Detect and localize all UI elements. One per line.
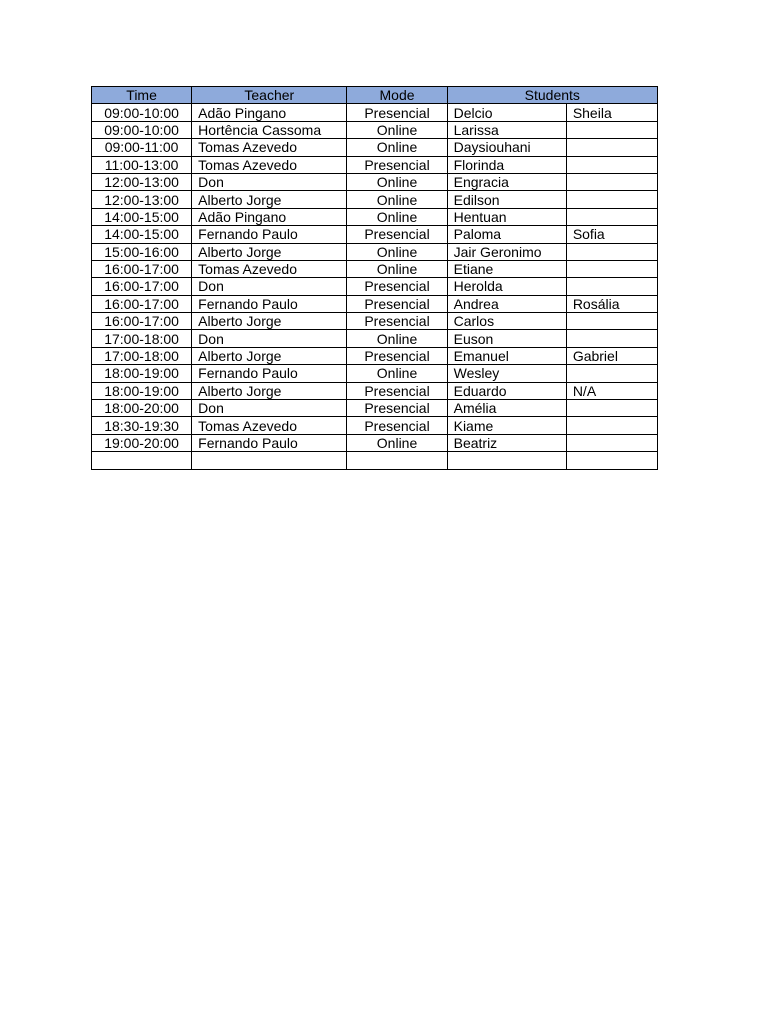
- table-row: [92, 104, 658, 121]
- cell-time: 12:00-13:00: [92, 191, 192, 208]
- cell-student-2: [566, 434, 657, 451]
- cell-teacher: Hortência Cassoma: [192, 121, 347, 138]
- cell-time: 12:00-13:00: [92, 173, 192, 190]
- cell-time: 16:00-17:00: [92, 260, 192, 277]
- cell-mode: Online: [347, 243, 447, 260]
- table-row: [92, 452, 658, 469]
- cell-student-2: Rosália: [566, 295, 657, 312]
- cell-student-2: Gabriel: [566, 347, 657, 364]
- cell-mode: Presencial: [347, 313, 447, 330]
- table-row: [92, 347, 658, 364]
- cell-student-1: Jair Geronimo: [447, 243, 566, 260]
- header-teacher: Teacher: [192, 87, 347, 104]
- cell-student-2: [566, 260, 657, 277]
- cell-time: 15:00-16:00: [92, 243, 192, 260]
- cell-teacher: Fernando Paulo: [192, 295, 347, 312]
- cell-time: 16:00-17:00: [92, 278, 192, 295]
- cell-time: 11:00-13:00: [92, 156, 192, 173]
- cell-student-1: Carlos: [447, 313, 566, 330]
- cell-time: 19:00-20:00: [92, 434, 192, 451]
- cell-mode: Presencial: [347, 400, 447, 417]
- cell-mode: Presencial: [347, 347, 447, 364]
- cell-teacher: [192, 452, 347, 469]
- cell-teacher: Tomas Azevedo: [192, 417, 347, 434]
- table-row: [92, 243, 658, 260]
- cell-time: 14:00-15:00: [92, 226, 192, 243]
- cell-student-1: Edilson: [447, 191, 566, 208]
- cell-student-2: [566, 191, 657, 208]
- cell-teacher: Don: [192, 400, 347, 417]
- cell-student-2: [566, 121, 657, 138]
- table-row: [92, 226, 658, 243]
- cell-teacher: Tomas Azevedo: [192, 260, 347, 277]
- cell-time: 16:00-17:00: [92, 313, 192, 330]
- table-row: [92, 295, 658, 312]
- cell-student-1: Engracia: [447, 173, 566, 190]
- cell-student-2: Sofia: [566, 226, 657, 243]
- cell-student-1: [447, 452, 566, 469]
- cell-time: 09:00-11:00: [92, 139, 192, 156]
- cell-teacher: Alberto Jorge: [192, 191, 347, 208]
- cell-teacher: Adão Pingano: [192, 104, 347, 121]
- cell-teacher: Alberto Jorge: [192, 313, 347, 330]
- cell-mode: Online: [347, 191, 447, 208]
- cell-mode: Presencial: [347, 156, 447, 173]
- table-row: [92, 191, 658, 208]
- table-row: [92, 330, 658, 347]
- cell-mode: Presencial: [347, 226, 447, 243]
- cell-time: 18:00-19:00: [92, 382, 192, 399]
- table-row: [92, 434, 658, 451]
- cell-student-1: Daysiouhani: [447, 139, 566, 156]
- cell-time: 17:00-18:00: [92, 347, 192, 364]
- cell-teacher: Don: [192, 278, 347, 295]
- header-row: [92, 87, 658, 104]
- cell-mode: Online: [347, 139, 447, 156]
- header-time: Time: [92, 87, 192, 104]
- table-row: [92, 382, 658, 399]
- cell-mode: [347, 452, 447, 469]
- cell-student-1: Eduardo: [447, 382, 566, 399]
- table-row: [92, 278, 658, 295]
- cell-time: 09:00-10:00: [92, 121, 192, 138]
- cell-mode: Presencial: [347, 382, 447, 399]
- cell-student-1: Amélia: [447, 400, 566, 417]
- cell-student-1: Paloma: [447, 226, 566, 243]
- cell-student-1: Herolda: [447, 278, 566, 295]
- cell-teacher: Adão Pingano: [192, 208, 347, 225]
- cell-teacher: Fernando Paulo: [192, 434, 347, 451]
- cell-teacher: Don: [192, 330, 347, 347]
- cell-student-2: [566, 173, 657, 190]
- cell-mode: Online: [347, 434, 447, 451]
- cell-student-2: [566, 139, 657, 156]
- cell-student-1: Wesley: [447, 365, 566, 382]
- cell-student-1: Larissa: [447, 121, 566, 138]
- cell-mode: Presencial: [347, 278, 447, 295]
- cell-mode: Presencial: [347, 104, 447, 121]
- table-row: [92, 173, 658, 190]
- cell-mode: Online: [347, 365, 447, 382]
- table-row: [92, 400, 658, 417]
- cell-teacher: Fernando Paulo: [192, 365, 347, 382]
- table-row: [92, 365, 658, 382]
- cell-student-2: [566, 156, 657, 173]
- table-row: [92, 208, 658, 225]
- cell-teacher: Alberto Jorge: [192, 382, 347, 399]
- cell-student-1: Andrea: [447, 295, 566, 312]
- cell-time: 16:00-17:00: [92, 295, 192, 312]
- cell-student-1: Kiame: [447, 417, 566, 434]
- cell-time: 17:00-18:00: [92, 330, 192, 347]
- cell-student-2: [566, 313, 657, 330]
- cell-student-2: [566, 365, 657, 382]
- cell-mode: Online: [347, 330, 447, 347]
- cell-mode: Online: [347, 260, 447, 277]
- cell-student-2: [566, 208, 657, 225]
- cell-time: 18:30-19:30: [92, 417, 192, 434]
- cell-student-2: Sheila: [566, 104, 657, 121]
- header-students: Students: [447, 87, 657, 104]
- header-mode: Mode: [347, 87, 447, 104]
- cell-student-1: Etiane: [447, 260, 566, 277]
- cell-student-1: Delcio: [447, 104, 566, 121]
- table-row: [92, 121, 658, 138]
- cell-student-1: Florinda: [447, 156, 566, 173]
- cell-teacher: Don: [192, 173, 347, 190]
- table-row: [92, 156, 658, 173]
- cell-teacher: Alberto Jorge: [192, 243, 347, 260]
- schedule-table: [91, 86, 658, 470]
- schedule-body: [92, 104, 658, 469]
- cell-student-1: Emanuel: [447, 347, 566, 364]
- cell-student-2: N/A: [566, 382, 657, 399]
- table-row: [92, 260, 658, 277]
- table-row: [92, 417, 658, 434]
- cell-student-2: [566, 278, 657, 295]
- cell-student-2: [566, 417, 657, 434]
- cell-mode: Presencial: [347, 295, 447, 312]
- cell-mode: Online: [347, 208, 447, 225]
- cell-student-1: Beatriz: [447, 434, 566, 451]
- cell-student-2: [566, 452, 657, 469]
- cell-time: 14:00-15:00: [92, 208, 192, 225]
- cell-student-2: [566, 330, 657, 347]
- table-row: [92, 313, 658, 330]
- cell-student-2: [566, 243, 657, 260]
- cell-teacher: Fernando Paulo: [192, 226, 347, 243]
- cell-time: 18:00-19:00: [92, 365, 192, 382]
- cell-teacher: Tomas Azevedo: [192, 156, 347, 173]
- cell-time: 18:00-20:00: [92, 400, 192, 417]
- table-row: [92, 139, 658, 156]
- cell-student-1: Euson: [447, 330, 566, 347]
- cell-mode: Online: [347, 121, 447, 138]
- cell-teacher: Alberto Jorge: [192, 347, 347, 364]
- cell-student-2: [566, 400, 657, 417]
- cell-mode: Online: [347, 173, 447, 190]
- cell-mode: Presencial: [347, 417, 447, 434]
- cell-teacher: Tomas Azevedo: [192, 139, 347, 156]
- cell-time: [92, 452, 192, 469]
- cell-time: 09:00-10:00: [92, 104, 192, 121]
- cell-student-1: Hentuan: [447, 208, 566, 225]
